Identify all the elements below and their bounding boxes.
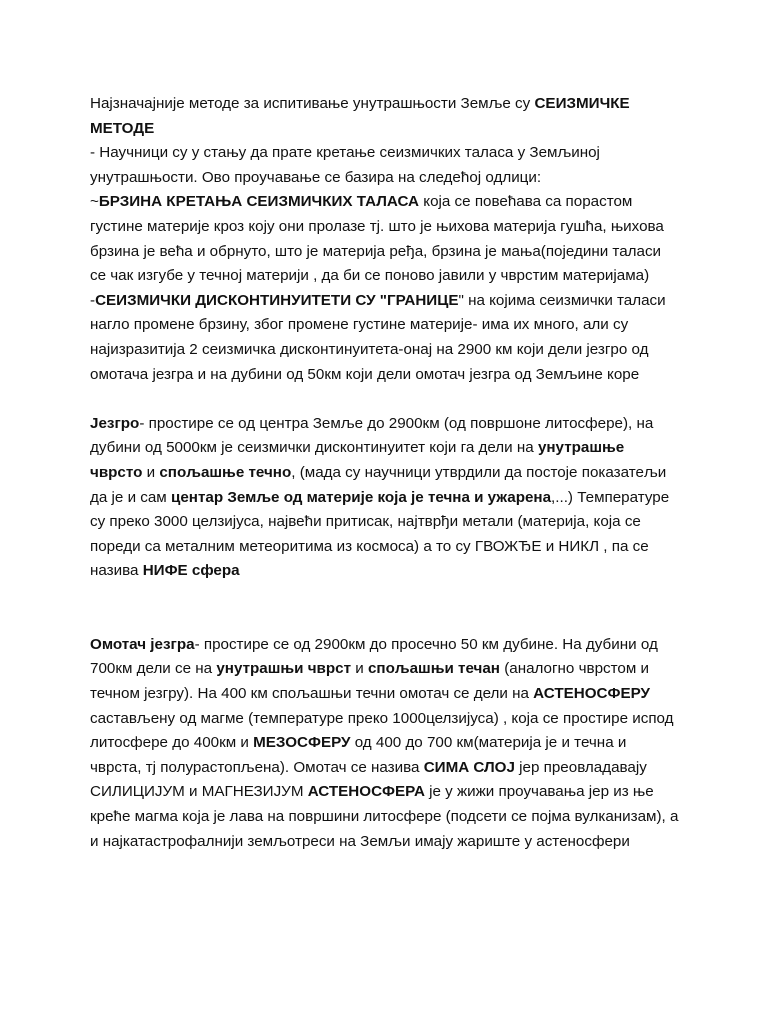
text-run: од 400 до 700 км(материја је и течна и чврста, тј полурастопљена). Омотач се назива [90, 734, 627, 776]
bold-text-run: БРЗИНА КРЕТАЊА СЕИЗМИЧКИХ ТАЛАСА [98, 193, 420, 211]
bold-text-run: спољашње течно [159, 463, 292, 481]
text-run: састављену од магме (температуре преко 1000целзијуса) , која се простире испод литосфере до 400км и [90, 709, 674, 752]
text-run: ~ [90, 193, 99, 211]
text-run: је у жижи проучавања јер из ње креће магма која је лава на површини литосфере (подсети се појма вулканизам), а и најкатастрофалнији земљотреси на Земљи имају жариште у астеносфери [90, 783, 679, 850]
text-run: ,...) Температуре су преко 3000 целзијуса, највећи притисак, најтврђи метали (материја, која се пореди са металним метеоритима из космоса) а то су ГВОЖЂЕ и НИКЛ , па се назива [90, 488, 670, 580]
text-run: Најзначајније методе за испитивање унутрашњости Земље су [90, 95, 535, 112]
mantle-paragraph [90, 633, 680, 854]
text-run: - Научници су у стању да прате кретање сеизмичких таласа у Земљиној унутрашњости. Ово проучавање се базира на следећој одлици: [90, 144, 600, 186]
text-run: (аналогно чврстом и течном језгру). На 400 км спољашњи течни омотач се дели на [90, 660, 649, 703]
bold-text-run: МЕЗОСФЕРУ [253, 734, 351, 752]
bold-text-run: спољашњи течан [367, 660, 500, 678]
paragraph-spacer [90, 584, 680, 633]
bold-text-run: НИФЕ сфера [142, 562, 240, 580]
bold-text-run: АСТЕНОСФЕРУ [533, 685, 650, 703]
bold-text-run: унутрашње чврсто [90, 439, 625, 481]
text-run: и [142, 463, 160, 481]
intro-paragraph-1 [90, 92, 680, 141]
text-run: и [351, 660, 368, 678]
text-run: јер преовладавају СИЛИЦИЈУМ и МАГНЕЗИЈУМ [90, 758, 647, 801]
text-run: - простире се од центра Земље до 2900км (од површоне литосфере), на дубини од 5000км је сеизмички дисконтинуитет који га дели на [90, 414, 654, 457]
intro-paragraph-discontinuities [90, 289, 680, 387]
text-run: , (мада су научници утврдили да постоје показатељи да је и сам [90, 463, 667, 506]
text-run: " на којима сеизмички таласи нагло промене брзину, због промене густине материје- има их много, али су најизразитија 2 сеизмичка дисконтинуитета-онај на 2900 км који дели језгро од омотача језгра и на дубини од 50км који дели омотач језгра од Земљине коре [90, 291, 666, 383]
intro-paragraph-seismic-speed [90, 190, 680, 288]
bold-text-run: Језгро [90, 414, 140, 432]
bold-text-run: центар Земље од материје која је течна и ужарена [170, 488, 552, 506]
bold-text-run: СИМА СЛОЈ [423, 758, 515, 776]
bold-text-run: АСТЕНОСФЕРА [307, 783, 425, 801]
document-body [90, 92, 680, 854]
bold-text-run: СЕИЗМИЧКЕ МЕТОДЕ [90, 95, 630, 137]
text-run: која се повећава са порастом густине материје кроз коју они пролазе тј. што је њихова материја гушћа, њихова брзина је већа и обрнуто, што је материја ређа, брзина је мања(поједини таласи се чак изгубе у течној материји , да би се поново јавили у чврстим материјама) [90, 193, 664, 285]
bold-text-run: Омотач језгра [90, 635, 195, 653]
text-run: - [90, 291, 96, 309]
paragraph-spacer [90, 387, 680, 412]
text-run: - простире се од 2900км до просечно 50 км дубине. На дубини од 700км дели се на [90, 635, 658, 678]
core-paragraph [90, 412, 680, 584]
intro-paragraph-2 [90, 141, 680, 190]
bold-text-run: унутрашњи чврст [216, 660, 352, 678]
bold-text-run: СЕИЗМИЧКИ ДИСКОНТИНУИТЕТИ СУ "ГРАНИЦЕ [95, 291, 459, 309]
